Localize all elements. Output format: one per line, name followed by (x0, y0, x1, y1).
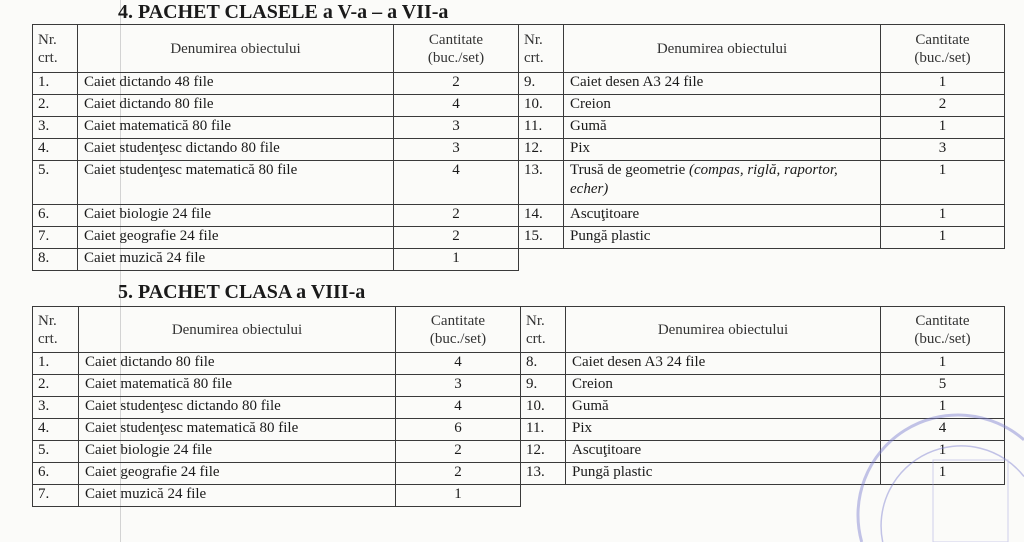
table-row (33, 73, 1005, 95)
item-quantity: 3 (394, 139, 519, 161)
item-note: (compas, riglă, raportor, echer) (570, 162, 838, 197)
section4-title: 4. PACHET CLASELE a V-a – a VII-a (118, 1, 449, 23)
item-name-text: Caiet studenţesc matematică 80 file (84, 162, 298, 178)
item-name-text: Caiet dictando 48 file (84, 74, 214, 90)
item-name-text: Gumă (572, 398, 609, 414)
item-name (79, 463, 396, 485)
item-name-text: Caiet dictando 80 file (85, 354, 215, 370)
item-quantity: 1 (881, 397, 1005, 419)
item-name (78, 117, 394, 139)
item-number: 10. (519, 95, 564, 117)
table-row (33, 353, 1005, 375)
item-quantity: 4 (396, 397, 521, 419)
item-quantity: 1 (881, 441, 1005, 463)
item-quantity: 2 (394, 227, 519, 249)
empty-cell (566, 485, 881, 507)
item-quantity: 1 (396, 485, 521, 507)
item-quantity: 4 (396, 353, 521, 375)
item-name (78, 139, 394, 161)
item-name-text: Ascuţitoare (570, 206, 640, 222)
item-number: 7. (33, 485, 79, 507)
header-qty: Cantitate (buc./set) (394, 25, 519, 73)
item-quantity: 4 (881, 419, 1005, 441)
item-quantity: 1 (881, 117, 1005, 139)
item-name (564, 73, 881, 95)
item-number: 2. (33, 95, 78, 117)
item-number: 11. (519, 117, 564, 139)
item-number: 10. (521, 397, 566, 419)
item-name-text: Caiet muzică 24 file (84, 250, 206, 266)
item-name-text: Pungă plastic (570, 228, 651, 244)
item-quantity: 2 (881, 95, 1005, 117)
header-nr: Nr. crt. (33, 25, 78, 73)
item-number: 13. (519, 161, 564, 205)
item-quantity: 1 (881, 205, 1005, 227)
item-quantity: 3 (881, 139, 1005, 161)
item-name (566, 397, 881, 419)
item-name (78, 205, 394, 227)
item-quantity: 3 (396, 375, 521, 397)
item-name (564, 205, 881, 227)
item-quantity: 6 (396, 419, 521, 441)
item-name (566, 375, 881, 397)
item-name (566, 463, 881, 485)
item-number: 7. (33, 227, 78, 249)
item-name-text: Caiet muzică 24 file (85, 486, 207, 502)
item-quantity: 4 (394, 161, 519, 205)
table-row (33, 161, 1005, 205)
item-quantity: 1 (881, 161, 1005, 205)
item-name-text: Ascuţitoare (572, 442, 642, 458)
item-name-text: Trusă de geometrie (570, 162, 690, 178)
item-name-text: Caiet studenţesc matematică 80 file (85, 420, 299, 436)
item-quantity: 5 (881, 375, 1005, 397)
item-name (564, 227, 881, 249)
item-name (564, 95, 881, 117)
item-number: 12. (519, 139, 564, 161)
header-name: Denumirea obiectului (564, 25, 881, 73)
header-nr: Nr. crt. (521, 307, 566, 353)
item-name (564, 117, 881, 139)
item-name (79, 397, 396, 419)
item-name-text: Creion (572, 376, 613, 392)
table-row (33, 205, 1005, 227)
table-row (33, 117, 1005, 139)
item-name (78, 227, 394, 249)
item-name (564, 161, 881, 205)
table-row (33, 95, 1005, 117)
item-number: 8. (33, 249, 78, 271)
section4-table (32, 24, 1005, 271)
item-name (79, 353, 396, 375)
table-row (33, 139, 1005, 161)
item-number: 9. (521, 375, 566, 397)
item-number: 4. (33, 139, 78, 161)
item-quantity: 4 (394, 95, 519, 117)
item-number: 1. (33, 353, 79, 375)
item-number: 1. (33, 73, 78, 95)
item-name-text: Pungă plastic (572, 464, 653, 480)
item-name-text: Caiet dictando 80 file (84, 96, 214, 112)
section5-title: 5. PACHET CLASA a VIII-a (118, 281, 366, 303)
item-name-text: Caiet geografie 24 file (85, 464, 220, 480)
item-number: 13. (521, 463, 566, 485)
item-name-text: Creion (570, 96, 611, 112)
item-name (78, 161, 394, 205)
item-number: 6. (33, 205, 78, 227)
item-number: 5. (33, 161, 78, 205)
table-header-row (33, 25, 1005, 73)
item-name-text: Caiet geografie 24 file (84, 228, 219, 244)
item-quantity: 1 (881, 463, 1005, 485)
item-name-text: Caiet biologie 24 file (84, 206, 212, 222)
item-name-text: Caiet studenţesc dictando 80 file (84, 140, 280, 156)
item-name (79, 375, 396, 397)
item-number: 2. (33, 375, 79, 397)
item-quantity: 1 (881, 73, 1005, 95)
empty-cell (564, 249, 881, 271)
item-name-text: Caiet matematică 80 file (84, 118, 232, 134)
item-name (566, 353, 881, 375)
item-name (79, 419, 396, 441)
header-name: Denumirea obiectului (566, 307, 881, 353)
header-qty: Cantitate (buc./set) (396, 307, 521, 353)
item-name (79, 485, 396, 507)
item-quantity: 2 (394, 73, 519, 95)
empty-cell (519, 249, 564, 271)
item-name (78, 95, 394, 117)
item-number: 9. (519, 73, 564, 95)
item-name-text: Caiet studenţesc dictando 80 file (85, 398, 281, 414)
item-quantity: 3 (394, 117, 519, 139)
item-number: 14. (519, 205, 564, 227)
header-nr: Nr. crt. (33, 307, 79, 353)
table-row (33, 375, 1005, 397)
item-name-text: Caiet desen A3 24 file (572, 354, 706, 370)
empty-cell (521, 485, 566, 507)
item-name (78, 249, 394, 271)
table-row (33, 249, 1005, 271)
item-number: 15. (519, 227, 564, 249)
item-number: 5. (33, 441, 79, 463)
item-number: 3. (33, 397, 79, 419)
header-qty: Cantitate (buc./set) (881, 25, 1005, 73)
item-quantity: 2 (396, 441, 521, 463)
item-name-text: Caiet matematică 80 file (85, 376, 233, 392)
header-qty: Cantitate (buc./set) (881, 307, 1005, 353)
item-name (566, 441, 881, 463)
item-quantity: 2 (394, 205, 519, 227)
item-number: 6. (33, 463, 79, 485)
item-number: 4. (33, 419, 79, 441)
empty-cell (881, 249, 1005, 271)
item-name-text: Caiet desen A3 24 file (570, 74, 704, 90)
item-name-text: Gumă (570, 118, 607, 134)
item-name (78, 73, 394, 95)
item-number: 12. (521, 441, 566, 463)
item-name-text: Caiet biologie 24 file (85, 442, 213, 458)
item-quantity: 1 (881, 353, 1005, 375)
header-name: Denumirea obiectului (79, 307, 396, 353)
item-number: 3. (33, 117, 78, 139)
item-name (79, 441, 396, 463)
item-quantity: 2 (396, 463, 521, 485)
table-row (33, 227, 1005, 249)
item-number: 8. (521, 353, 566, 375)
official-stamp (838, 405, 1024, 542)
header-name: Denumirea obiectului (78, 25, 394, 73)
table-header-row (33, 307, 1005, 353)
item-number: 11. (521, 419, 566, 441)
item-name (564, 139, 881, 161)
item-name-text: Pix (572, 420, 593, 436)
item-name-text: Pix (570, 140, 591, 156)
header-nr: Nr. crt. (519, 25, 564, 73)
item-name (566, 419, 881, 441)
item-quantity: 1 (881, 227, 1005, 249)
item-quantity: 1 (394, 249, 519, 271)
